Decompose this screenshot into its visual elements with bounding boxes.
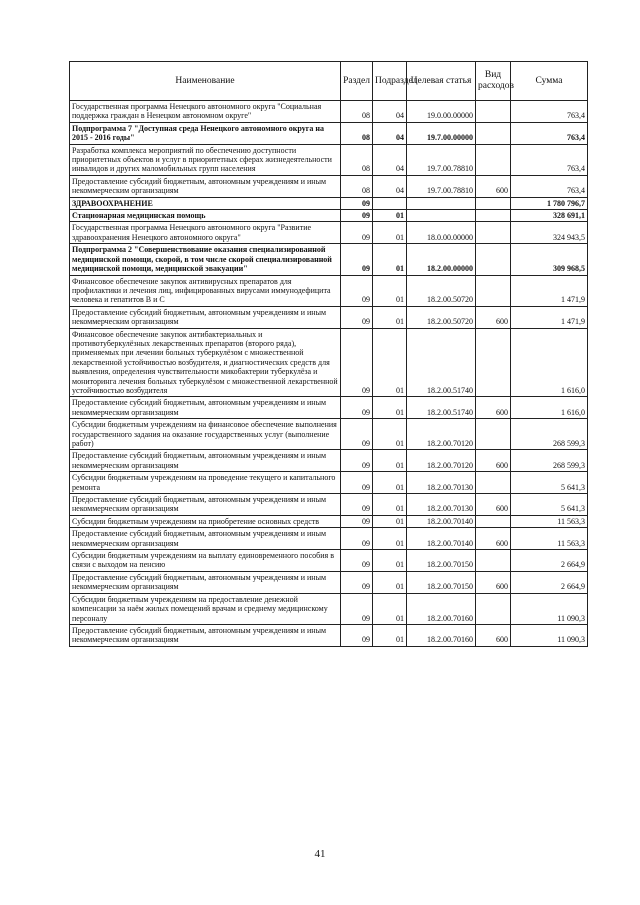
row-name-cell: Подпрограмма 7 "Доступная среда Ненецкого автономного округа на 2015 - 2016 годы" <box>70 122 341 144</box>
row-sum-cell: 268 599,3 <box>511 450 588 472</box>
table-header-row <box>70 62 588 101</box>
row-sum-cell: 328 691,1 <box>511 210 588 222</box>
table-row <box>70 494 588 516</box>
row-razdel-cell: 09 <box>341 275 373 306</box>
table-row <box>70 515 588 527</box>
row-expense-type-cell: 600 <box>476 494 511 516</box>
row-expense-type-cell <box>476 222 511 244</box>
row-podrazdel-cell: 01 <box>373 494 407 516</box>
row-expense-type-cell: 600 <box>476 175 511 197</box>
row-razdel-cell: 08 <box>341 175 373 197</box>
row-expense-type-cell <box>476 144 511 175</box>
row-name-cell: Государственная программа Ненецкого автономного округа "Развитие здравоохранения Ненецкого автономного округа" <box>70 222 341 244</box>
row-razdel-cell: 09 <box>341 210 373 222</box>
header-sum: Сумма <box>511 62 588 101</box>
row-name-cell: Разработка комплекса мероприятий по обеспечению доступности приоритетных объектов и услуг в приоритетных сферах жизнедеятельности инвалидов и других маломобильных групп населения <box>70 144 341 175</box>
row-target-article-cell: 19.0.00.00000 <box>407 101 476 123</box>
table-row <box>70 397 588 419</box>
row-razdel-cell: 09 <box>341 472 373 494</box>
row-expense-type-cell <box>476 515 511 527</box>
row-razdel-cell: 09 <box>341 550 373 572</box>
row-target-article-cell: 19.7.00.00000 <box>407 122 476 144</box>
row-razdel-cell: 09 <box>341 244 373 275</box>
row-target-article-cell: 18.2.00.70160 <box>407 593 476 624</box>
row-razdel-cell: 09 <box>341 306 373 328</box>
row-target-article-cell: 18.2.00.70140 <box>407 528 476 550</box>
row-razdel-cell: 08 <box>341 122 373 144</box>
row-razdel-cell: 09 <box>341 419 373 450</box>
row-target-article-cell: 18.2.00.51740 <box>407 397 476 419</box>
table-row <box>70 528 588 550</box>
table-row <box>70 122 588 144</box>
row-podrazdel-cell: 01 <box>373 222 407 244</box>
row-expense-type-cell <box>476 197 511 209</box>
row-podrazdel-cell: 01 <box>373 571 407 593</box>
row-sum-cell: 1 780 796,7 <box>511 197 588 209</box>
table-row <box>70 222 588 244</box>
row-sum-cell: 1 471,9 <box>511 275 588 306</box>
row-name-cell: Субсидии бюджетным учреждениям на финансовое обеспечение выполнения государственного задания на оказание государственных услуг (выполнение работ) <box>70 419 341 450</box>
row-sum-cell: 324 943,5 <box>511 222 588 244</box>
row-expense-type-cell: 600 <box>476 450 511 472</box>
row-podrazdel-cell: 01 <box>373 419 407 450</box>
row-expense-type-cell: 600 <box>476 528 511 550</box>
row-razdel-cell: 09 <box>341 197 373 209</box>
table-row <box>70 450 588 472</box>
row-sum-cell: 763,4 <box>511 122 588 144</box>
row-name-cell: Финансовое обеспечение закупок антивирусных препаратов для профилактики и лечения лиц, инфицированных вирусами иммунодефицита человека и гепатитов В и С <box>70 275 341 306</box>
row-target-article-cell <box>407 210 476 222</box>
row-name-cell: Государственная программа Ненецкого автономного округа "Социальная поддержка граждан в Ненецком автономном округе" <box>70 101 341 123</box>
table-row <box>70 275 588 306</box>
row-podrazdel-cell: 01 <box>373 472 407 494</box>
page-number: 41 <box>314 848 326 860</box>
row-expense-type-cell <box>476 210 511 222</box>
row-razdel-cell: 09 <box>341 328 373 397</box>
table-row <box>70 175 588 197</box>
row-target-article-cell: 18.2.00.70130 <box>407 472 476 494</box>
row-sum-cell: 1 616,0 <box>511 397 588 419</box>
row-name-cell: Подпрограмма 2 "Совершенствование оказания специализированной медицинской помощи, скорой, в том числе скорой специализированной медицинской помощи, медицинской эвакуации" <box>70 244 341 275</box>
row-name-cell: Финансовое обеспечение закупок антибактериальных и противотуберкулёзных лекарственных препаратов (второго ряда), применяемых при лечении больных туберкулёзом с множественной лекарственной устойчивостью возбудителя, и диагностических средств для выявления, определения чувствительности микобактерии туберкулёза и мониторинга лечения больных туберкулёзом с множественной лекарственной устойчивостью возбудителя <box>70 328 341 397</box>
row-target-article-cell: 18.2.00.00000 <box>407 244 476 275</box>
row-expense-type-cell <box>476 328 511 397</box>
table-row <box>70 472 588 494</box>
row-podrazdel-cell: 01 <box>373 550 407 572</box>
header-name: Наименование <box>70 62 341 101</box>
row-podrazdel-cell <box>373 197 407 209</box>
row-target-article-cell: 18.2.00.70150 <box>407 550 476 572</box>
row-target-article-cell: 18.2.00.51740 <box>407 328 476 397</box>
header-podrazdel: Подраздел <box>373 62 407 101</box>
table-row <box>70 101 588 123</box>
table-row <box>70 210 588 222</box>
row-razdel-cell: 09 <box>341 450 373 472</box>
row-razdel-cell: 09 <box>341 528 373 550</box>
row-sum-cell: 11 090,3 <box>511 624 588 646</box>
row-sum-cell: 763,4 <box>511 101 588 123</box>
row-sum-cell: 11 563,3 <box>511 528 588 550</box>
row-podrazdel-cell: 01 <box>373 275 407 306</box>
row-name-cell: Стационарная медицинская помощь <box>70 210 341 222</box>
row-target-article-cell: 18.2.00.70120 <box>407 450 476 472</box>
table-row <box>70 244 588 275</box>
table-row <box>70 419 588 450</box>
table-row <box>70 571 588 593</box>
row-expense-type-cell <box>476 244 511 275</box>
row-sum-cell: 1 616,0 <box>511 328 588 397</box>
row-target-article-cell: 18.2.00.70140 <box>407 515 476 527</box>
row-target-article-cell: 19.7.00.78810 <box>407 175 476 197</box>
row-razdel-cell: 08 <box>341 144 373 175</box>
row-expense-type-cell: 600 <box>476 306 511 328</box>
row-podrazdel-cell: 04 <box>373 144 407 175</box>
table-row <box>70 593 588 624</box>
row-target-article-cell: 18.2.00.70150 <box>407 571 476 593</box>
row-podrazdel-cell: 04 <box>373 122 407 144</box>
budget-table <box>69 61 588 647</box>
row-podrazdel-cell: 01 <box>373 593 407 624</box>
row-name-cell: Предоставление субсидий бюджетным, автономным учреждениям и иным некоммерческим организациям <box>70 175 341 197</box>
row-expense-type-cell <box>476 593 511 624</box>
row-target-article-cell: 18.2.00.70120 <box>407 419 476 450</box>
row-sum-cell: 5 641,3 <box>511 494 588 516</box>
row-target-article-cell: 18.0.00.00000 <box>407 222 476 244</box>
row-sum-cell: 11 090,3 <box>511 593 588 624</box>
table-row <box>70 328 588 397</box>
header-target-article: Целевая статья <box>407 62 476 101</box>
row-razdel-cell: 09 <box>341 624 373 646</box>
row-sum-cell: 268 599,3 <box>511 419 588 450</box>
row-expense-type-cell <box>476 275 511 306</box>
row-expense-type-cell: 600 <box>476 624 511 646</box>
row-razdel-cell: 09 <box>341 515 373 527</box>
row-razdel-cell: 09 <box>341 397 373 419</box>
row-name-cell: Предоставление субсидий бюджетным, автономным учреждениям и иным некоммерческим организациям <box>70 624 341 646</box>
table-row <box>70 197 588 209</box>
table-row <box>70 550 588 572</box>
row-sum-cell: 2 664,9 <box>511 550 588 572</box>
row-expense-type-cell: 600 <box>476 571 511 593</box>
row-razdel-cell: 09 <box>341 222 373 244</box>
row-name-cell: Предоставление субсидий бюджетным, автономным учреждениям и иным некоммерческим организациям <box>70 306 341 328</box>
row-name-cell: Предоставление субсидий бюджетным, автономным учреждениям и иным некоммерческим организациям <box>70 397 341 419</box>
row-target-article-cell: 18.2.00.50720 <box>407 275 476 306</box>
row-target-article-cell: 19.7.00.78810 <box>407 144 476 175</box>
row-podrazdel-cell: 01 <box>373 624 407 646</box>
row-razdel-cell: 08 <box>341 101 373 123</box>
header-expense-type: Вид расходов <box>476 62 511 101</box>
row-expense-type-cell <box>476 472 511 494</box>
row-sum-cell: 763,4 <box>511 175 588 197</box>
row-expense-type-cell <box>476 101 511 123</box>
row-podrazdel-cell: 01 <box>373 397 407 419</box>
table-row <box>70 624 588 646</box>
row-podrazdel-cell: 01 <box>373 210 407 222</box>
row-sum-cell: 2 664,9 <box>511 571 588 593</box>
row-sum-cell: 5 641,3 <box>511 472 588 494</box>
row-target-article-cell: 18.2.00.50720 <box>407 306 476 328</box>
row-expense-type-cell: 600 <box>476 397 511 419</box>
row-sum-cell: 11 563,3 <box>511 515 588 527</box>
row-podrazdel-cell: 01 <box>373 450 407 472</box>
row-name-cell: Предоставление субсидий бюджетным, автономным учреждениям и иным некоммерческим организациям <box>70 528 341 550</box>
row-name-cell: Субсидии бюджетным учреждениям на выплату единовременного пособия в связи с выходом на пенсию <box>70 550 341 572</box>
row-expense-type-cell <box>476 419 511 450</box>
row-podrazdel-cell: 01 <box>373 306 407 328</box>
row-target-article-cell: 18.2.00.70160 <box>407 624 476 646</box>
row-podrazdel-cell: 01 <box>373 528 407 550</box>
row-target-article-cell <box>407 197 476 209</box>
row-name-cell: Субсидии бюджетным учреждениям на приобретение основных средств <box>70 515 341 527</box>
row-razdel-cell: 09 <box>341 494 373 516</box>
row-expense-type-cell <box>476 122 511 144</box>
row-razdel-cell: 09 <box>341 593 373 624</box>
row-razdel-cell: 09 <box>341 571 373 593</box>
row-sum-cell: 763,4 <box>511 144 588 175</box>
header-razdel: Раздел <box>341 62 373 101</box>
row-sum-cell: 309 968,5 <box>511 244 588 275</box>
row-name-cell: Субсидии бюджетным учреждениям на предоставление денежной компенсации за наём жилых помещений врачам и среднему медицинскому персоналу <box>70 593 341 624</box>
row-podrazdel-cell: 01 <box>373 328 407 397</box>
row-expense-type-cell <box>476 550 511 572</box>
row-name-cell: ЗДРАВООХРАНЕНИЕ <box>70 197 341 209</box>
table-row <box>70 306 588 328</box>
row-podrazdel-cell: 04 <box>373 175 407 197</box>
row-name-cell: Предоставление субсидий бюджетным, автономным учреждениям и иным некоммерческим организациям <box>70 571 341 593</box>
row-target-article-cell: 18.2.00.70130 <box>407 494 476 516</box>
row-name-cell: Субсидии бюджетным учреждениям на проведение текущего и капитального ремонта <box>70 472 341 494</box>
row-podrazdel-cell: 01 <box>373 244 407 275</box>
table-row <box>70 144 588 175</box>
row-name-cell: Предоставление субсидий бюджетным, автономным учреждениям и иным некоммерческим организациям <box>70 494 341 516</box>
row-name-cell: Предоставление субсидий бюджетным, автономным учреждениям и иным некоммерческим организациям <box>70 450 341 472</box>
row-podrazdel-cell: 04 <box>373 101 407 123</box>
row-sum-cell: 1 471,9 <box>511 306 588 328</box>
row-podrazdel-cell: 01 <box>373 515 407 527</box>
